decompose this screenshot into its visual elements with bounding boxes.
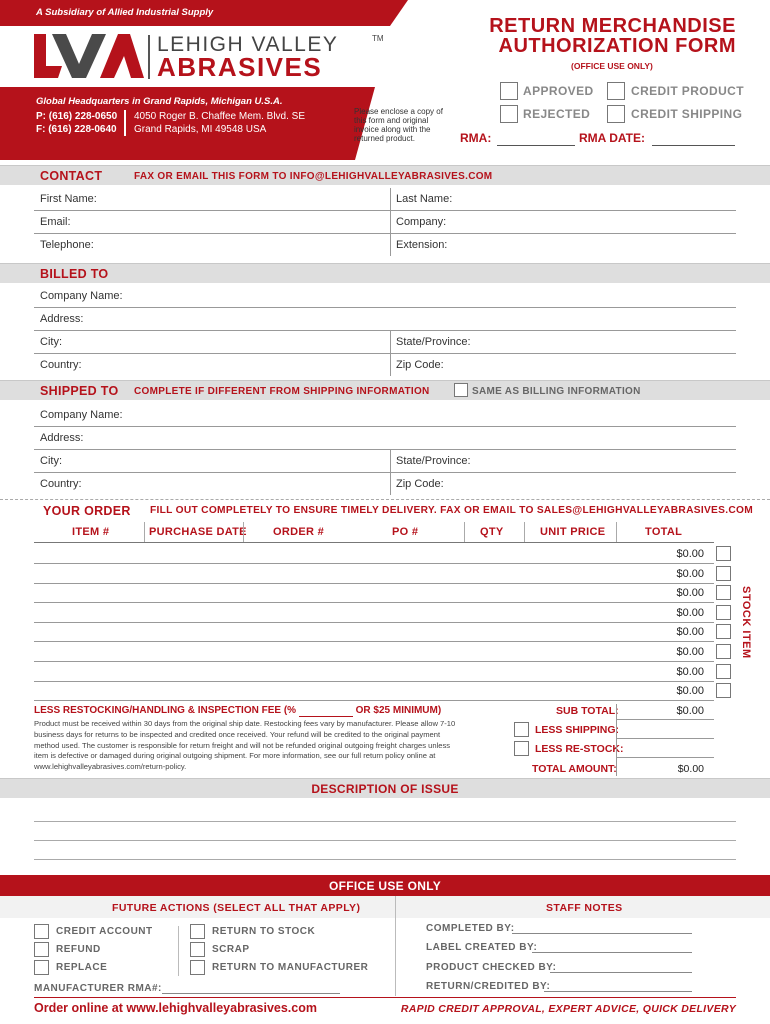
shipped-city-row [34, 450, 736, 473]
address-line-2: Grand Rapids, MI 49548 USA [134, 124, 267, 135]
logo-text-bottom: ABRASIVES [157, 52, 323, 82]
same-as-billing-checkbox[interactable] [454, 383, 468, 397]
total-amount-value: $0.00 [677, 763, 704, 775]
shipped-company-field[interactable]: Company Name: [40, 409, 123, 421]
order-line-total: $0.00 [676, 685, 704, 698]
phone-text: P: (616) 228-0650 [36, 111, 118, 122]
company-field[interactable]: Company: [396, 216, 447, 228]
order-header-rule [34, 542, 714, 543]
product-checked-by-field[interactable] [550, 972, 692, 973]
order-section-header [0, 499, 770, 519]
same-as-billing-label: SAME AS BILLING INFORMATION [472, 386, 641, 397]
subsidiary-text: A Subsidiary of Allied Industrial Supply [36, 7, 214, 18]
footer-tagline: RAPID CREDIT APPROVAL, EXPERT ADVICE, QUICK DELIVERY [400, 1003, 736, 1015]
completed-by-label: COMPLETED BY: [426, 923, 515, 934]
column-divider [390, 450, 391, 472]
rejected-label: REJECTED [523, 107, 591, 121]
billed-city-field[interactable]: City: [40, 336, 62, 348]
first-name-field[interactable]: First Name: [40, 193, 97, 205]
approved-checkbox[interactable] [500, 82, 518, 100]
return-to-manufacturer-label: RETURN TO MANUFACTURER [212, 962, 369, 973]
credit-product-checkbox[interactable] [607, 82, 625, 100]
rma-date-field[interactable] [652, 145, 735, 146]
telephone-field[interactable]: Telephone: [40, 239, 94, 251]
return-to-manufacturer-checkbox[interactable] [190, 960, 205, 975]
form-title-line-2: AUTHORIZATION FORM [498, 35, 736, 57]
office-title: OFFICE USE ONLY [328, 879, 442, 893]
shipped-title: SHIPPED TO [40, 384, 119, 398]
column-divider [390, 473, 391, 495]
order-line-total: $0.00 [676, 626, 704, 639]
restocking-fee-min: OR $25 MINIMUM) [355, 705, 442, 716]
shipped-company-row [34, 404, 736, 427]
order-line[interactable] [34, 622, 714, 623]
order-subtitle: FILL OUT COMPLETELY TO ENSURE TIMELY DELIVERY. FAX OR EMAIL TO SALES@LEHIGHVALLEYABRASIVES.COM [150, 505, 754, 516]
footer-rule [34, 997, 736, 998]
col-qty: QTY [480, 526, 504, 538]
order-line[interactable] [34, 583, 714, 584]
billed-address-row [34, 308, 736, 331]
replace-label: REPLACE [56, 962, 108, 973]
subtotal-value: $0.00 [676, 705, 704, 717]
first-last-row [34, 188, 736, 211]
actions-divider [178, 926, 179, 976]
billed-state-field[interactable]: State/Province: [396, 336, 471, 348]
enclose-note: Please enclose a copy of this form and original invoice along with the returned product. [354, 107, 443, 143]
shipped-country-row [34, 473, 736, 496]
restocking-percent-field[interactable] [299, 705, 353, 717]
replace-checkbox[interactable] [34, 960, 49, 975]
order-line[interactable] [34, 602, 714, 603]
issue-line-2[interactable] [34, 840, 736, 841]
subtotal-label: SUB TOTAL: [556, 705, 619, 717]
shipped-city-field[interactable]: City: [40, 455, 62, 467]
order-line[interactable] [34, 661, 714, 662]
billed-section-header [0, 263, 770, 283]
email-field[interactable]: Email: [40, 216, 71, 228]
order-line[interactable] [34, 563, 714, 564]
order-line[interactable] [34, 681, 714, 682]
contact-divider [124, 110, 126, 136]
extension-field[interactable]: Extension: [396, 239, 448, 251]
rma-date-label: RMA DATE: [579, 131, 645, 145]
rma-label: RMA: [460, 131, 492, 145]
total-amount-label: TOTAL AMOUNT: [532, 763, 617, 775]
less-shipping-label: LESS SHIPPING: [535, 724, 620, 736]
less-restock-field[interactable] [616, 757, 714, 758]
col-divider [243, 522, 244, 542]
column-divider [390, 331, 391, 353]
order-line-total: $0.00 [676, 548, 704, 560]
manufacturer-rma-field[interactable] [162, 993, 340, 994]
shipped-zip-field[interactable]: Zip Code: [396, 478, 444, 490]
fax-text: F: (616) 228-0640 [36, 124, 117, 135]
logo-text-top: LEHIGH VALLEY [157, 33, 339, 56]
order-line-total: $0.00 [676, 606, 704, 619]
credit-account-checkbox[interactable] [34, 924, 49, 939]
approved-label: APPROVED [523, 84, 594, 98]
billed-address-field[interactable]: Address: [40, 313, 84, 325]
issue-line-3[interactable] [34, 859, 736, 860]
return-policy-text: Product must be received within 30 days from the original ship date. Restocking fees vary by manufacturer. Please allow 7-10 business days for returns to be inspected and credited once received. Your refund will be credited to the original payment method used. The customer is responsible for return freight and will not be refunded original outgoing freight charges unless item is defective or damaged during original outgoing shipment. For more information, see our full return policy online at www.lehighvalleyabrasives.com/return-policy. [34, 719, 456, 772]
col-po: PO # [392, 526, 419, 538]
address-line-1: 4050 Roger B. Chaffee Mem. Blvd. SE [134, 111, 306, 122]
restocking-fee [34, 705, 441, 717]
less-restock-label: LESS RE-STOCK: [535, 743, 624, 755]
order-line-total: $0.00 [676, 665, 704, 678]
billed-zip-field[interactable]: Zip Code: [396, 359, 444, 371]
rma-field[interactable] [497, 145, 575, 146]
order-title: YOUR ORDER [43, 504, 131, 518]
completed-by-field[interactable] [512, 933, 692, 934]
less-restock-checkbox[interactable] [514, 741, 529, 756]
order-line[interactable] [34, 700, 714, 701]
credit-shipping-checkbox[interactable] [607, 105, 625, 123]
credit-shipping-label: CREDIT SHIPPING [631, 107, 743, 121]
stock-item-checkbox[interactable] [716, 683, 731, 698]
rejected-checkbox[interactable] [500, 105, 518, 123]
shipped-section-header [0, 380, 770, 400]
refund-label: REFUND [56, 944, 101, 955]
col-total: TOTAL [645, 526, 683, 538]
col-item: ITEM # [72, 526, 110, 538]
billed-company-field[interactable]: Company Name: [40, 290, 123, 302]
trademark: TM [372, 34, 384, 43]
stock-item-checkbox[interactable] [716, 546, 731, 561]
label-created-by-label: LABEL CREATED BY: [426, 942, 538, 953]
office-section-header [0, 875, 770, 896]
col-divider [616, 522, 617, 542]
telephone-extension-row [34, 234, 736, 257]
future-actions-title: FUTURE ACTIONS (SELECT ALL THAT APPLY) [112, 902, 361, 914]
col-divider [524, 522, 525, 542]
lva-logo-icon [34, 34, 144, 78]
col-purchase-date: PURCHASE DATE [149, 526, 247, 538]
column-divider [390, 211, 391, 233]
billed-company-row [34, 285, 736, 308]
order-line-total: $0.00 [676, 646, 704, 658]
issue-title: DESCRIPTION OF ISSUE [311, 782, 459, 796]
office-divider [395, 896, 396, 996]
order-line-total: $0.00 [676, 567, 704, 580]
col-divider [144, 522, 145, 542]
stock-item-checkbox[interactable] [716, 624, 731, 639]
staff-notes-title: STAFF NOTES [546, 902, 623, 914]
col-unit-price: UNIT PRICE [540, 526, 606, 538]
office-use-note: (OFFICE USE ONLY) [571, 61, 653, 71]
billed-city-row [34, 331, 736, 354]
stock-item-label-wrap [738, 586, 752, 666]
product-checked-by-label: PRODUCT CHECKED BY: [426, 962, 557, 973]
stock-item-label: STOCK ITEM [740, 586, 752, 659]
contact-subtitle: FAX OR EMAIL THIS FORM TO INFO@LEHIGHVALLEYABRASIVES.COM [134, 171, 493, 182]
stock-item-checkbox[interactable] [716, 644, 731, 659]
order-online-link[interactable]: Order online at www.lehighvalleyabrasives.com [34, 1001, 317, 1015]
issue-section-header [0, 778, 770, 798]
email-company-row [34, 211, 736, 234]
scrap-label: SCRAP [212, 944, 250, 955]
stock-item-checkbox[interactable] [716, 585, 731, 600]
shipped-state-field[interactable]: State/Province: [396, 455, 471, 467]
return-to-stock-checkbox[interactable] [190, 924, 205, 939]
shipped-subtitle: COMPLETE IF DIFFERENT FROM SHIPPING INFORMATION [134, 386, 430, 397]
stock-item-checkbox[interactable] [716, 605, 731, 620]
col-order: ORDER # [273, 526, 324, 538]
issue-line-1[interactable] [34, 821, 736, 822]
logo-divider [148, 35, 150, 79]
stock-item-checkbox[interactable] [716, 566, 731, 581]
hq-text: Global Headquarters in Grand Rapids, Michigan U.S.A. [36, 96, 283, 107]
order-line-total: $0.00 [676, 587, 704, 600]
billed-country-field[interactable]: Country: [40, 359, 82, 371]
return-credited-by-field[interactable] [544, 991, 692, 992]
column-divider [390, 188, 391, 210]
return-credited-by-label: RETURN/CREDITED BY: [426, 981, 551, 992]
less-shipping-field[interactable] [616, 738, 714, 739]
column-divider [390, 234, 391, 256]
contact-section-header [0, 165, 770, 185]
shipped-country-field[interactable]: Country: [40, 478, 82, 490]
return-to-stock-label: RETURN TO STOCK [212, 926, 316, 937]
form-title-line-1: RETURN MERCHANDISE [489, 15, 736, 37]
subtotal-rule [616, 719, 714, 720]
manufacturer-rma-label: MANUFACTURER RMA#: [34, 983, 162, 994]
order-line[interactable] [34, 641, 714, 642]
col-divider [464, 522, 465, 542]
scrap-checkbox[interactable] [190, 942, 205, 957]
billed-title: BILLED TO [40, 267, 109, 281]
shipped-address-row [34, 427, 736, 450]
last-name-field[interactable]: Last Name: [396, 193, 453, 205]
form-title [489, 16, 736, 56]
credit-account-label: CREDIT ACCOUNT [56, 926, 153, 937]
shipped-address-field[interactable]: Address: [40, 432, 84, 444]
less-shipping-checkbox[interactable] [514, 722, 529, 737]
refund-checkbox[interactable] [34, 942, 49, 957]
totals-divider [616, 704, 617, 776]
restocking-fee-label: LESS RESTOCKING/HANDLING & INSPECTION FEE (% [34, 705, 297, 716]
column-divider [390, 354, 391, 376]
billed-country-row [34, 354, 736, 377]
stock-item-checkbox[interactable] [716, 664, 731, 679]
contact-title: CONTACT [40, 169, 103, 183]
label-created-by-field[interactable] [532, 952, 692, 953]
credit-product-label: CREDIT PRODUCT [631, 84, 744, 98]
